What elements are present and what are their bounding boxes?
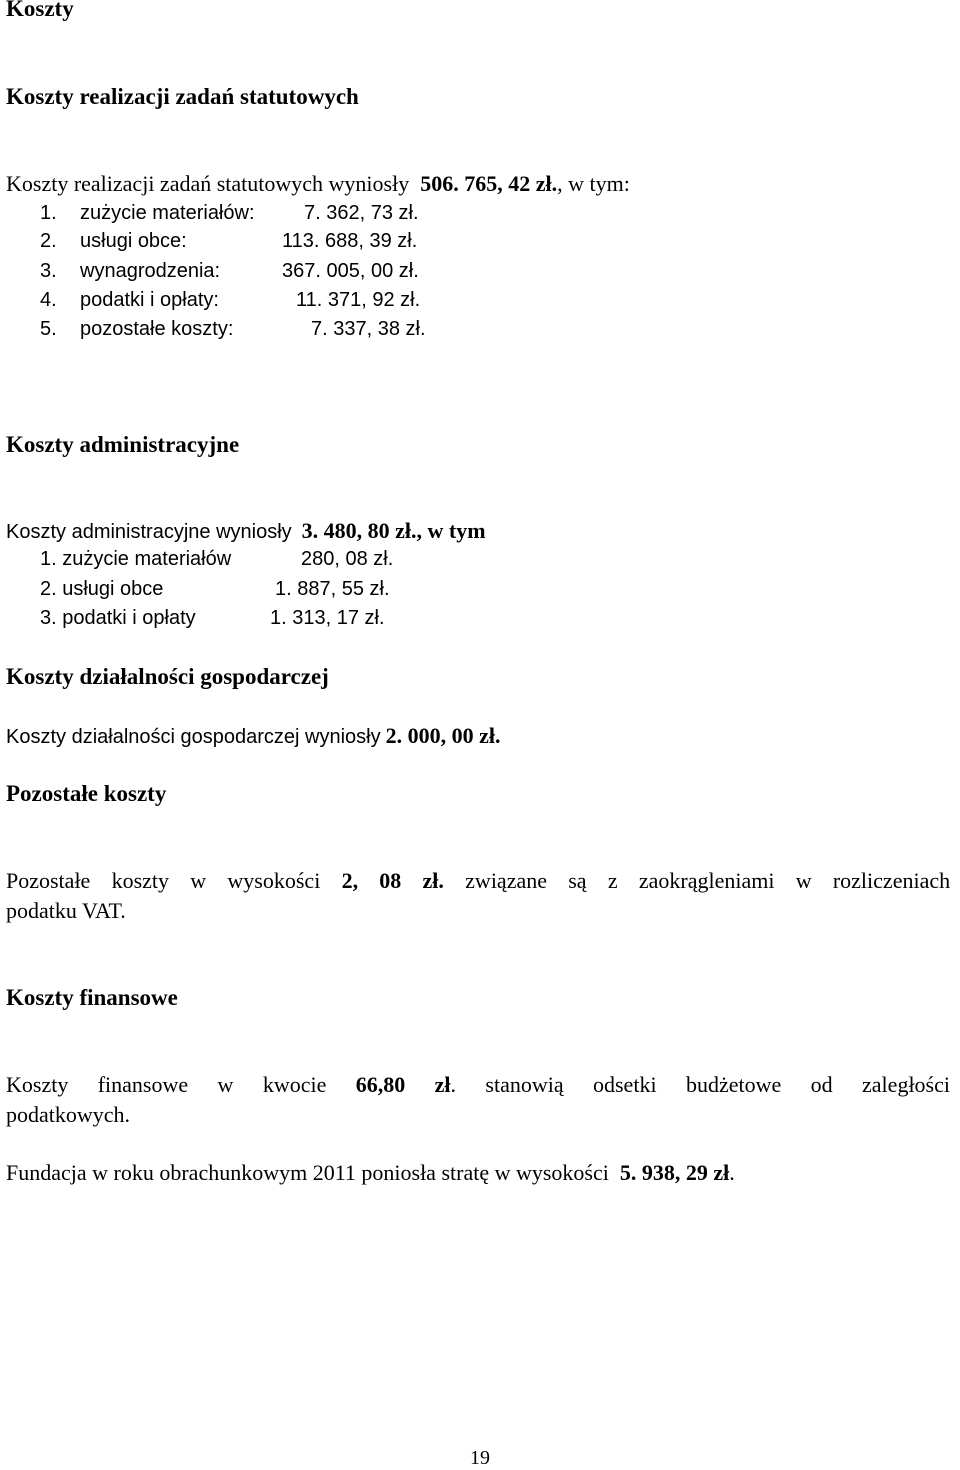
heading-financial: Koszty finansowe (6, 985, 178, 1010)
statutory-intro-prefix: Koszty realizacji zadań statutowych wyniosły (6, 171, 410, 196)
list-item-number: 3. (40, 260, 57, 282)
list-item-label: zużycie materiałów: (80, 202, 255, 224)
list-item-value: 1. 313, 17 zł. (270, 607, 385, 629)
summary-amount: 5. 938, 29 zł (619, 1160, 730, 1185)
word: Koszty (6, 1072, 69, 1097)
list-item-value: 113. 688, 39 zł. (282, 230, 418, 252)
heading-admin: Koszty administracyjne (6, 432, 240, 457)
word: w (190, 868, 207, 893)
business-text-prefix: Koszty działalności gospodarczej wyniosły (6, 726, 381, 748)
word: z (607, 868, 618, 893)
summary-prefix: Fundacja w roku obrachunkowym 2011 poniosła stratę w wysokości (6, 1160, 609, 1185)
heading-business: Koszty działalności gospodarczej (6, 664, 329, 689)
word: Pozostałe (6, 868, 91, 893)
page-number: 19 (470, 1447, 490, 1469)
summary-amount-dot: . (729, 1160, 735, 1185)
word: wysokości (227, 868, 321, 893)
word: kwocie (262, 1072, 327, 1097)
word: stanowią (485, 1072, 564, 1097)
business-amount: 2. 000, 00 zł. (385, 723, 501, 748)
financial-amount: 66,80 zł (355, 1072, 451, 1097)
heading-other: Pozostałe koszty (6, 781, 167, 806)
word: w (217, 1072, 234, 1097)
list-item-label: pozostałe koszty: (80, 318, 234, 340)
word: rozliczeniach (832, 868, 951, 893)
other-amount: 2, 08 zł. (341, 868, 444, 893)
list-item-label: 3. podatki i opłaty (40, 607, 196, 629)
list-item-label: podatki i opłaty: (80, 289, 219, 311)
list-item-label: usługi obce: (80, 230, 187, 252)
list-item-value: 280, 08 zł. (301, 548, 394, 570)
word: budżetowe (685, 1072, 782, 1097)
list-item-value: 7. 362, 73 zł. (304, 202, 419, 224)
statutory-intro-suffix: , w tym: (557, 171, 630, 196)
admin-intro (6, 518, 486, 544)
word: finansowe (97, 1072, 189, 1097)
list-item-number: 4. (40, 289, 57, 311)
admin-intro-prefix: Koszty administracyjne wyniosły (6, 521, 292, 543)
financial-line-2: podatkowych. (6, 1102, 131, 1127)
other-line-2: podatku VAT. (6, 898, 126, 923)
word: zaokrągleniami (638, 868, 775, 893)
list-item-value: 367. 005, 00 zł. (282, 260, 419, 282)
list-item-label: 2. usługi obce (40, 578, 164, 600)
heading-statutory: Koszty realizacji zadań statutowych (6, 84, 359, 109)
statutory-intro-amount: 506. 765, 42 zł. (420, 171, 558, 196)
business-text (6, 723, 501, 749)
financial-amount-dot: . (450, 1072, 457, 1097)
word: koszty (111, 868, 170, 893)
word: odsetki (593, 1072, 657, 1097)
summary-text (6, 1160, 735, 1186)
list-item-value: 11. 371, 92 zł. (296, 289, 421, 311)
word: w (795, 868, 812, 893)
statutory-intro (6, 171, 630, 197)
word: zaległości (862, 1072, 950, 1097)
list-item-number: 5. (40, 318, 57, 340)
list-item-value: 1. 887, 55 zł. (275, 578, 390, 600)
word: od (810, 1072, 833, 1097)
list-item-value: 7. 337, 38 zł. (311, 318, 426, 340)
financial-line-1 (6, 1072, 950, 1098)
list-item-number: 2. (40, 230, 57, 252)
list-item-label: 1. zużycie materiałów (40, 548, 232, 570)
other-line-1 (6, 868, 950, 894)
word: związane (465, 868, 547, 893)
admin-intro-amount: 3. 480, 80 zł., w tym (301, 518, 486, 543)
list-item-number: 1. (40, 202, 57, 224)
word: są (568, 868, 587, 893)
page-title: Koszty (6, 0, 74, 21)
list-item-label: wynagrodzenia: (80, 260, 221, 282)
